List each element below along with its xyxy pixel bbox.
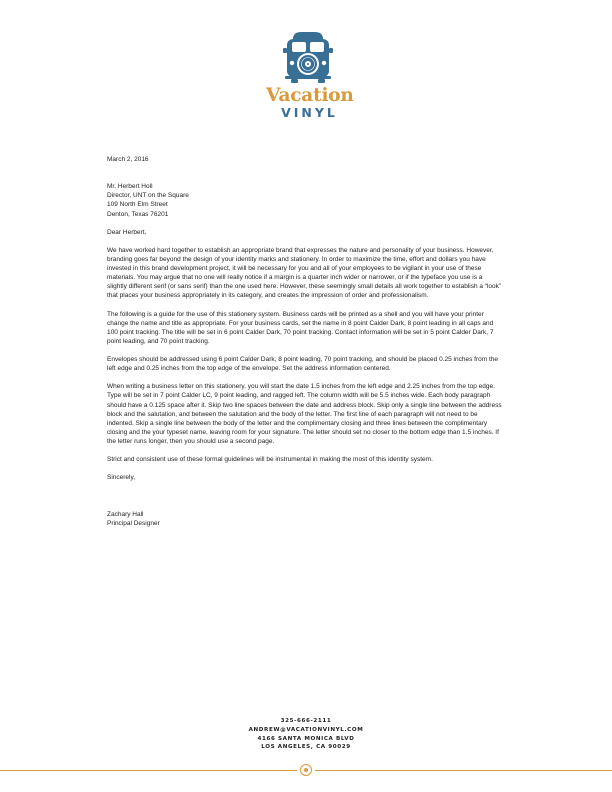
- body-paragraph: We have worked hard together to establish an appropriate brand that expresses the nature and personality of your business. However, branding goes far beyond the design of your identity marks and stationery. In order to maximize the time, effort and dollars you have invested in this brand development project, it will be necessary for you and all of your employees to be vigilant in your use of these materials. You may argue that no one will really notice if a margin is a quarter inch wider or narrower, or if the typeface you use is a slightly different serif (or sans serif) than the one used here. However, these seemingly small details all work together to establish a “look” that places your business appropriately in its category, and creates the impression of order and professionalism.: [107, 246, 502, 300]
- letter-body: [107, 155, 504, 528]
- brand-name: Vacation: [266, 85, 354, 106]
- divider-line-right: [315, 770, 612, 771]
- recipient-title: Director, UNT on the Square: [107, 192, 189, 200]
- recipient-city: Denton, Texas 76201: [107, 210, 169, 218]
- body-paragraph: Envelopes should be addressed using 6 point Calder Dark, 8 point leading, 70 point tracking, and should be placed 0.25 inches from the left edge and 0.25 inches from the top edge of the envelope. Set the address information centered.: [107, 356, 498, 373]
- footer-email: ANDREW@VACATIONVINYL.COM: [248, 726, 364, 733]
- body-paragraph: The following is a guide for the use of this stationery system. Business cards will be printed as a shell and you will have your printer change the name and title as appropriate. For your business cards, set the name in 8 point Calder Dark, 8 point leading in all caps and 100 point tracking. The title will be set in 6 point Calder Dark, 70 point tracking. Contact information will be set in 5 point Calder Dark, 7 point leading, and 70 point tracking.: [107, 310, 494, 345]
- body-paragraph: Strict and consistent use of these formal guidelines will be instrumental in making the most of this identity system.: [107, 456, 433, 464]
- complimentary-closing: Sincerely,: [107, 474, 136, 482]
- divider-line-left: [0, 770, 297, 771]
- record-badge-icon: [300, 764, 312, 776]
- signer-title: Principal Designer: [107, 519, 160, 527]
- recipient-name: Mr. Herbert Holl: [107, 183, 153, 191]
- recipient-street: 109 North Elm Street: [107, 201, 168, 209]
- footer-street: 4166 SANTA MONICA BLVD: [257, 735, 355, 742]
- footer-phone: 325-666-2111: [280, 718, 332, 724]
- letterhead-footer: [0, 717, 612, 752]
- footer-divider: [0, 770, 612, 771]
- salutation: Dear Herbert,: [107, 228, 147, 236]
- body-paragraph: When writing a business letter on this stationery, you will start the date 1.5 inches from the left edge and 2.25 inches from the top edge. Type will be set in 7 point Calder LC, 9 point leading, and ragged left. The column width will be 5.5 inches wide. Each body paragraph should have a 0.125 space after it. Skip two line spaces between the date and address block. Skip only a single line between the address block and the salutation, and between the salutation and the body of the letter. The first line of each paragraph will not need to be indented. Skip a single line between the body of the letter and the complimentary closing and three lines between the complimentary closing and the your typeset name, leaving room for your signature. The letter should set no closer to the bottom edge than 1.5 inches. If the letter runs longer, then you should use a second page.: [107, 383, 502, 445]
- van-with-vinyl-record-icon: [283, 30, 333, 83]
- footer-city: LOS ANGELES, CA 90029: [261, 744, 351, 751]
- brand-logo: [266, 30, 354, 120]
- letter-date: March 2, 2016: [107, 156, 149, 163]
- signer-name: Zachary Hall: [107, 510, 144, 518]
- brand-subname: VINYL: [281, 105, 338, 120]
- recipient-address-block: [107, 182, 504, 218]
